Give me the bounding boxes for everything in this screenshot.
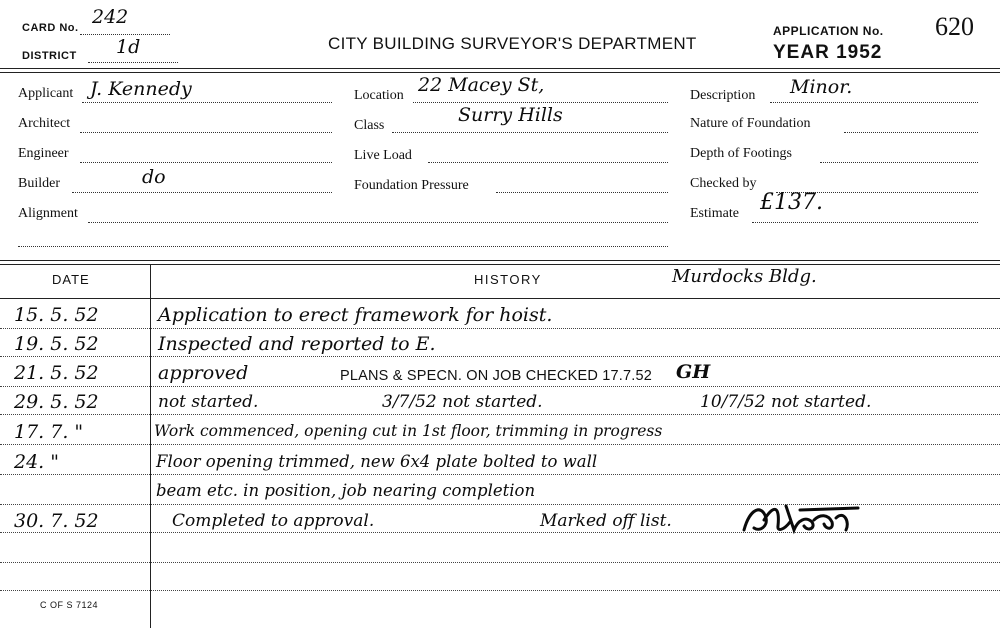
district-label: DISTRICT — [22, 50, 77, 62]
engineer-line — [80, 162, 332, 163]
history-date: 15. 5. 52 — [14, 304, 99, 326]
applicant-line — [82, 102, 332, 103]
nature-of-foundation-line — [844, 132, 978, 133]
estimate-line — [752, 222, 978, 223]
row-rule — [0, 562, 1000, 563]
history-date: 21. 5. 52 — [14, 362, 99, 384]
row-rule — [0, 590, 1000, 591]
history-entry: not started. — [158, 392, 259, 412]
alignment-label: Alignment — [18, 206, 78, 221]
signature-image — [740, 500, 870, 538]
checked-by-label: Checked by — [690, 176, 757, 191]
history-entry: Completed to approval. — [172, 511, 375, 531]
description-label: Description — [690, 88, 756, 103]
row-rule — [0, 444, 1000, 445]
live-load-line — [428, 162, 668, 163]
row-rule — [0, 386, 1000, 387]
foundation-pressure-line — [496, 192, 668, 193]
history-entry-secondary: Marked off list. — [540, 511, 672, 531]
live-load-label: Live Load — [354, 148, 412, 163]
builder-value: do — [142, 166, 166, 188]
year-label: YEAR 1952 — [773, 42, 883, 63]
location-value: 22 Macey St, — [418, 74, 545, 96]
application-no-label: APPLICATION No. — [773, 24, 884, 38]
architect-label: Architect — [18, 116, 71, 131]
history-entry: Floor opening trimmed, new 6x4 plate bolted to wall — [156, 452, 598, 471]
building-note: Murdocks Bldg. — [672, 266, 817, 287]
nature-of-foundation-label: Nature of Foundation — [690, 116, 811, 131]
history-entry: Inspected and reported to E. — [158, 333, 436, 355]
architect-line — [80, 132, 332, 133]
alignment-line — [88, 222, 668, 223]
location-line — [413, 102, 668, 103]
header-rule-top — [0, 68, 1000, 69]
history-date: 19. 5. 52 — [14, 333, 99, 355]
inspector-initials: GH — [676, 361, 711, 383]
row-rule — [0, 414, 1000, 415]
inspection-stamp: PLANS & SPECN. ON JOB CHECKED 17.7.52 — [340, 368, 653, 384]
history-entry: approved — [158, 362, 249, 384]
history-date: 24. " — [14, 451, 59, 473]
builder-label: Builder — [18, 176, 60, 191]
history-entry: Work commenced, opening cut in 1st floor, trimming in progress — [154, 422, 663, 440]
form-number: C OF S 7124 — [40, 600, 99, 610]
estimate-value: £137. — [760, 190, 823, 215]
department-title: CITY BUILDING SURVEYOR'S DEPARTMENT — [328, 34, 697, 53]
class-value: Surry Hills — [458, 104, 563, 126]
history-entry-tertiary: 10/7/52 not started. — [700, 392, 872, 412]
applicant-label: Applicant — [18, 86, 74, 101]
history-entry: beam etc. in position, job nearing completion — [156, 481, 536, 500]
engineer-label: Engineer — [18, 146, 69, 161]
row-rule — [0, 328, 1000, 329]
history-date: 30. 7. 52 — [14, 510, 99, 532]
location-label: Location — [354, 88, 404, 103]
builder-line — [72, 192, 332, 193]
description-value: Minor. — [790, 76, 853, 98]
class-line — [392, 132, 668, 133]
alignment-line-2 — [18, 246, 668, 247]
history-header: HISTORY — [474, 272, 542, 287]
history-entry: Application to erect framework for hoist. — [158, 304, 553, 326]
history-date: 17. 7. " — [14, 421, 84, 443]
row-rule — [0, 356, 1000, 357]
depth-of-footings-line — [820, 162, 978, 163]
foundation-pressure-label: Foundation Pressure — [354, 178, 469, 193]
depth-of-footings-label: Depth of Footings — [690, 146, 792, 161]
class-label: Class — [354, 118, 385, 133]
card-no-label: CARD No. — [22, 22, 79, 34]
applicant-value: J. Kennedy — [90, 78, 192, 100]
date-header: DATE — [52, 272, 90, 287]
history-date: 29. 5. 52 — [14, 391, 99, 413]
application-no-value: 620 — [935, 12, 974, 41]
header-rule-bottom — [0, 72, 1000, 73]
card-no-value: 242 — [92, 6, 129, 28]
district-value: 1d — [116, 36, 141, 58]
description-line — [770, 102, 978, 103]
district-line — [88, 62, 178, 63]
history-rule-top-1 — [0, 260, 1000, 261]
estimate-label: Estimate — [690, 206, 739, 221]
card-no-line — [80, 34, 170, 35]
history-entry-secondary: 3/7/52 not started. — [382, 392, 543, 412]
row-rule — [0, 474, 1000, 475]
date-column-divider — [150, 264, 151, 628]
